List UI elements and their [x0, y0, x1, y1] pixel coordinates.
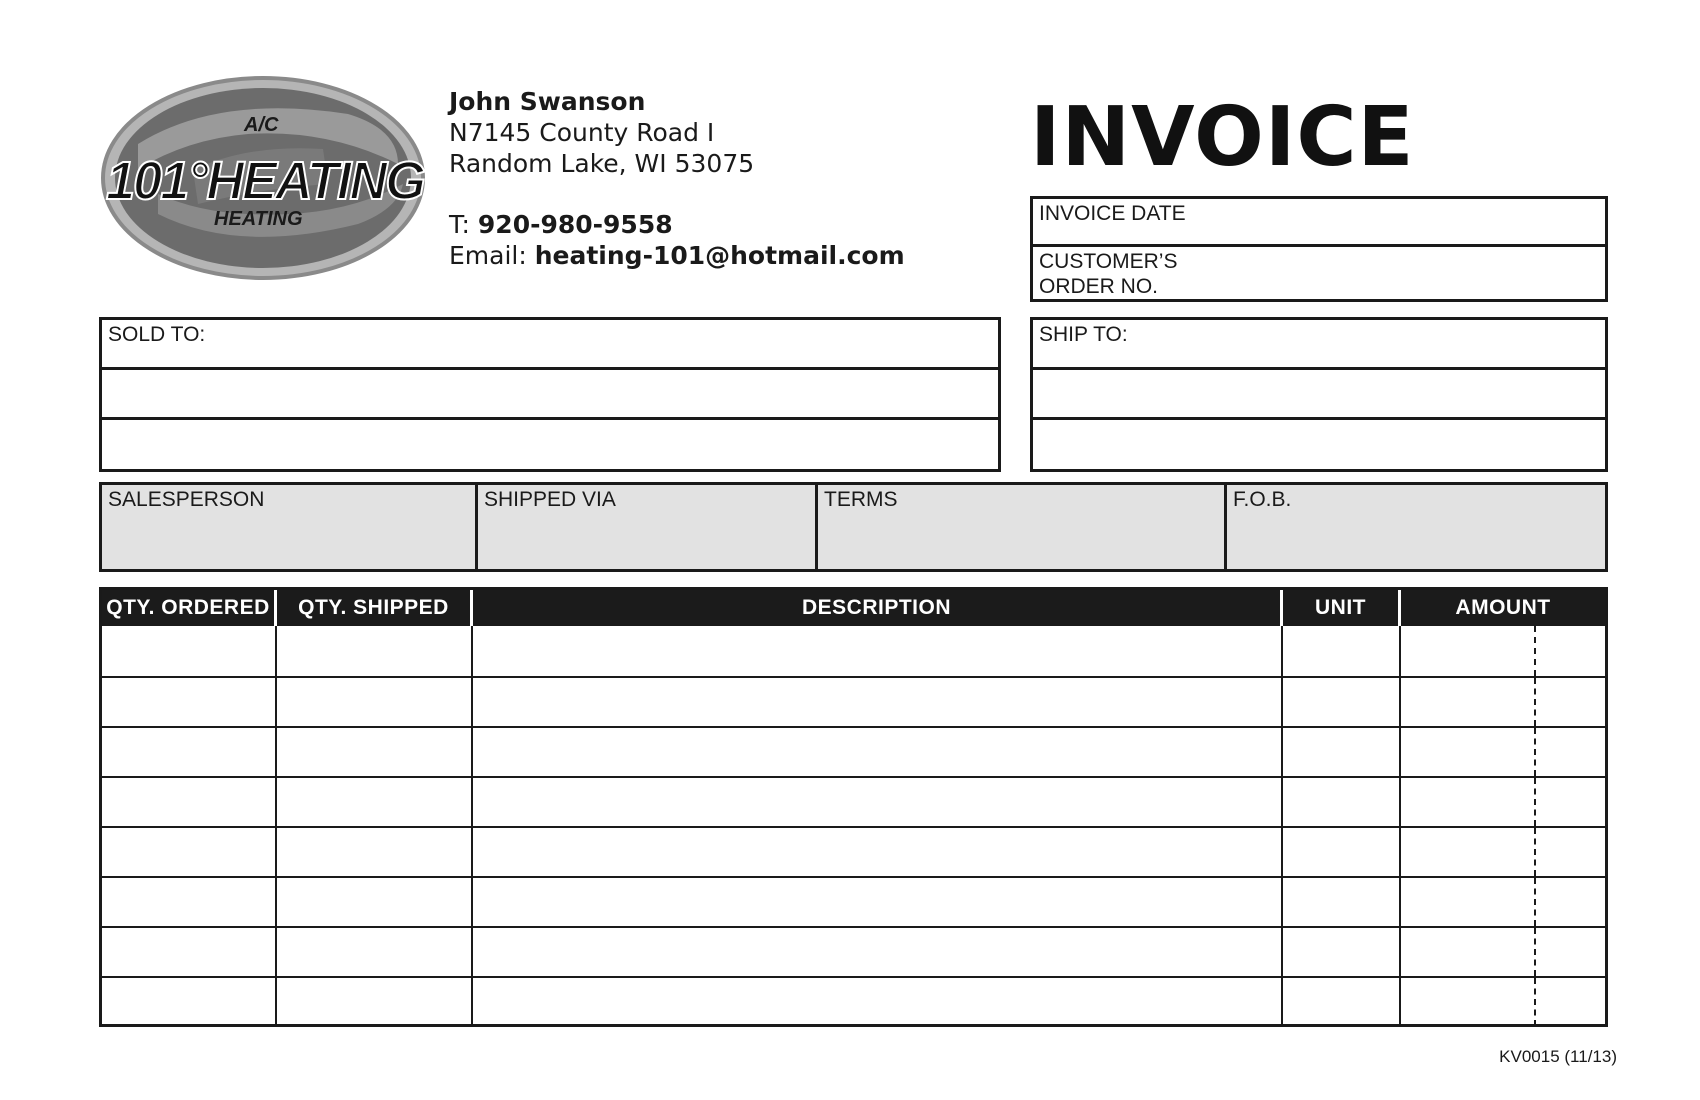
- logo-main-text: 101°HEATING: [106, 151, 425, 211]
- table-row: [102, 676, 1605, 726]
- table-header: [102, 590, 1605, 626]
- shipped-via-field[interactable]: [478, 485, 818, 569]
- invoice-date-field[interactable]: [1033, 199, 1605, 247]
- qty-shipped-cell[interactable]: [277, 928, 473, 976]
- qty-ordered-cell[interactable]: [102, 678, 277, 726]
- table-row: [102, 726, 1605, 776]
- fob-label: F.O.B.: [1233, 488, 1292, 511]
- qty-shipped-cell[interactable]: [277, 728, 473, 776]
- qty-shipped-cell[interactable]: [277, 828, 473, 876]
- invoice-details-box: [1030, 196, 1608, 302]
- qty-shipped-cell[interactable]: [277, 626, 473, 676]
- qty-ordered-cell[interactable]: [102, 978, 277, 1026]
- company-address-line1: N7145 County Road I: [449, 118, 715, 147]
- ship-to-line[interactable]: [1033, 420, 1605, 470]
- unit-cell[interactable]: [1283, 978, 1401, 1026]
- qty-shipped-cell[interactable]: [277, 678, 473, 726]
- terms-label: TERMS: [824, 488, 898, 511]
- unit-cell[interactable]: [1283, 878, 1401, 926]
- unit-cell[interactable]: [1283, 626, 1401, 676]
- amount-cell[interactable]: [1401, 878, 1605, 926]
- shipping-info-row: [99, 482, 1608, 572]
- shipped-via-label: SHIPPED VIA: [484, 488, 616, 511]
- sold-to-box: [99, 317, 1001, 472]
- header-qty-ordered: QTY. ORDERED: [102, 590, 277, 626]
- amount-cell[interactable]: [1401, 728, 1605, 776]
- company-logo: [98, 74, 434, 284]
- amount-cell[interactable]: [1401, 626, 1605, 676]
- table-row: [102, 876, 1605, 926]
- table-row: [102, 826, 1605, 876]
- unit-cell[interactable]: [1283, 778, 1401, 826]
- ship-to-label: SHIP TO:: [1039, 323, 1128, 346]
- invoice-date-label: INVOICE DATE: [1039, 202, 1186, 225]
- company-name: John Swanson: [449, 87, 646, 116]
- table-row: [102, 976, 1605, 1026]
- header-unit: UNIT: [1283, 590, 1401, 626]
- company-email-line: [449, 240, 905, 271]
- amount-cell[interactable]: [1401, 828, 1605, 876]
- salesperson-label: SALESPERSON: [108, 488, 265, 511]
- description-cell[interactable]: [473, 928, 1283, 976]
- description-cell[interactable]: [473, 878, 1283, 926]
- header-qty-shipped: QTY. SHIPPED: [277, 590, 473, 626]
- qty-ordered-cell[interactable]: [102, 828, 277, 876]
- salesperson-field[interactable]: [102, 485, 478, 569]
- unit-cell[interactable]: [1283, 678, 1401, 726]
- unit-cell[interactable]: [1283, 828, 1401, 876]
- email-address: heating-101@hotmail.com: [534, 241, 905, 270]
- unit-cell[interactable]: [1283, 928, 1401, 976]
- table-body: [102, 626, 1605, 1026]
- qty-ordered-cell[interactable]: [102, 928, 277, 976]
- description-cell[interactable]: [473, 828, 1283, 876]
- table-row: [102, 626, 1605, 676]
- sold-to-line[interactable]: [102, 370, 998, 420]
- unit-cell[interactable]: [1283, 728, 1401, 776]
- qty-shipped-cell[interactable]: [277, 878, 473, 926]
- customer-order-field[interactable]: [1033, 247, 1605, 301]
- description-cell[interactable]: [473, 778, 1283, 826]
- description-cell[interactable]: [473, 728, 1283, 776]
- customer-order-label-line1: CUSTOMER’S: [1039, 250, 1178, 273]
- table-row: [102, 926, 1605, 976]
- terms-field[interactable]: [818, 485, 1227, 569]
- customer-order-label-line2: ORDER NO.: [1039, 275, 1159, 298]
- description-cell[interactable]: [473, 978, 1283, 1026]
- description-cell[interactable]: [473, 678, 1283, 726]
- ship-to-line[interactable]: [1033, 370, 1605, 420]
- amount-cell[interactable]: [1401, 978, 1605, 1026]
- sold-to-line[interactable]: [102, 420, 998, 470]
- amount-cell[interactable]: [1401, 928, 1605, 976]
- header-amount: AMOUNT: [1455, 596, 1551, 619]
- phone-number: 920-980-9558: [477, 210, 673, 239]
- amount-cell[interactable]: [1401, 778, 1605, 826]
- company-address-line2: Random Lake, WI 53075: [449, 149, 755, 178]
- company-info: [449, 86, 905, 271]
- fob-field[interactable]: [1227, 485, 1605, 569]
- qty-ordered-cell[interactable]: [102, 626, 277, 676]
- line-items-table: [99, 587, 1608, 1027]
- invoice-title: INVOICE: [1030, 90, 1415, 185]
- qty-ordered-cell[interactable]: [102, 728, 277, 776]
- phone-label: T:: [449, 210, 478, 239]
- table-row: [102, 776, 1605, 826]
- qty-shipped-cell[interactable]: [277, 778, 473, 826]
- email-label: Email:: [449, 241, 535, 270]
- sold-to-line[interactable]: [102, 320, 998, 370]
- ship-to-box: [1030, 317, 1608, 472]
- ship-to-line[interactable]: [1033, 320, 1605, 370]
- logo-ac-text: A/C: [244, 114, 279, 136]
- company-phone-line: [449, 209, 905, 240]
- qty-ordered-cell[interactable]: [102, 778, 277, 826]
- qty-ordered-cell[interactable]: [102, 878, 277, 926]
- amount-cell[interactable]: [1401, 678, 1605, 726]
- qty-shipped-cell[interactable]: [277, 978, 473, 1026]
- description-cell[interactable]: [473, 626, 1283, 676]
- form-code: KV0015 (11/13): [1499, 1047, 1617, 1066]
- header-description: DESCRIPTION: [473, 590, 1283, 626]
- sold-to-label: SOLD TO:: [108, 323, 206, 346]
- logo-heating-text: HEATING: [214, 208, 303, 230]
